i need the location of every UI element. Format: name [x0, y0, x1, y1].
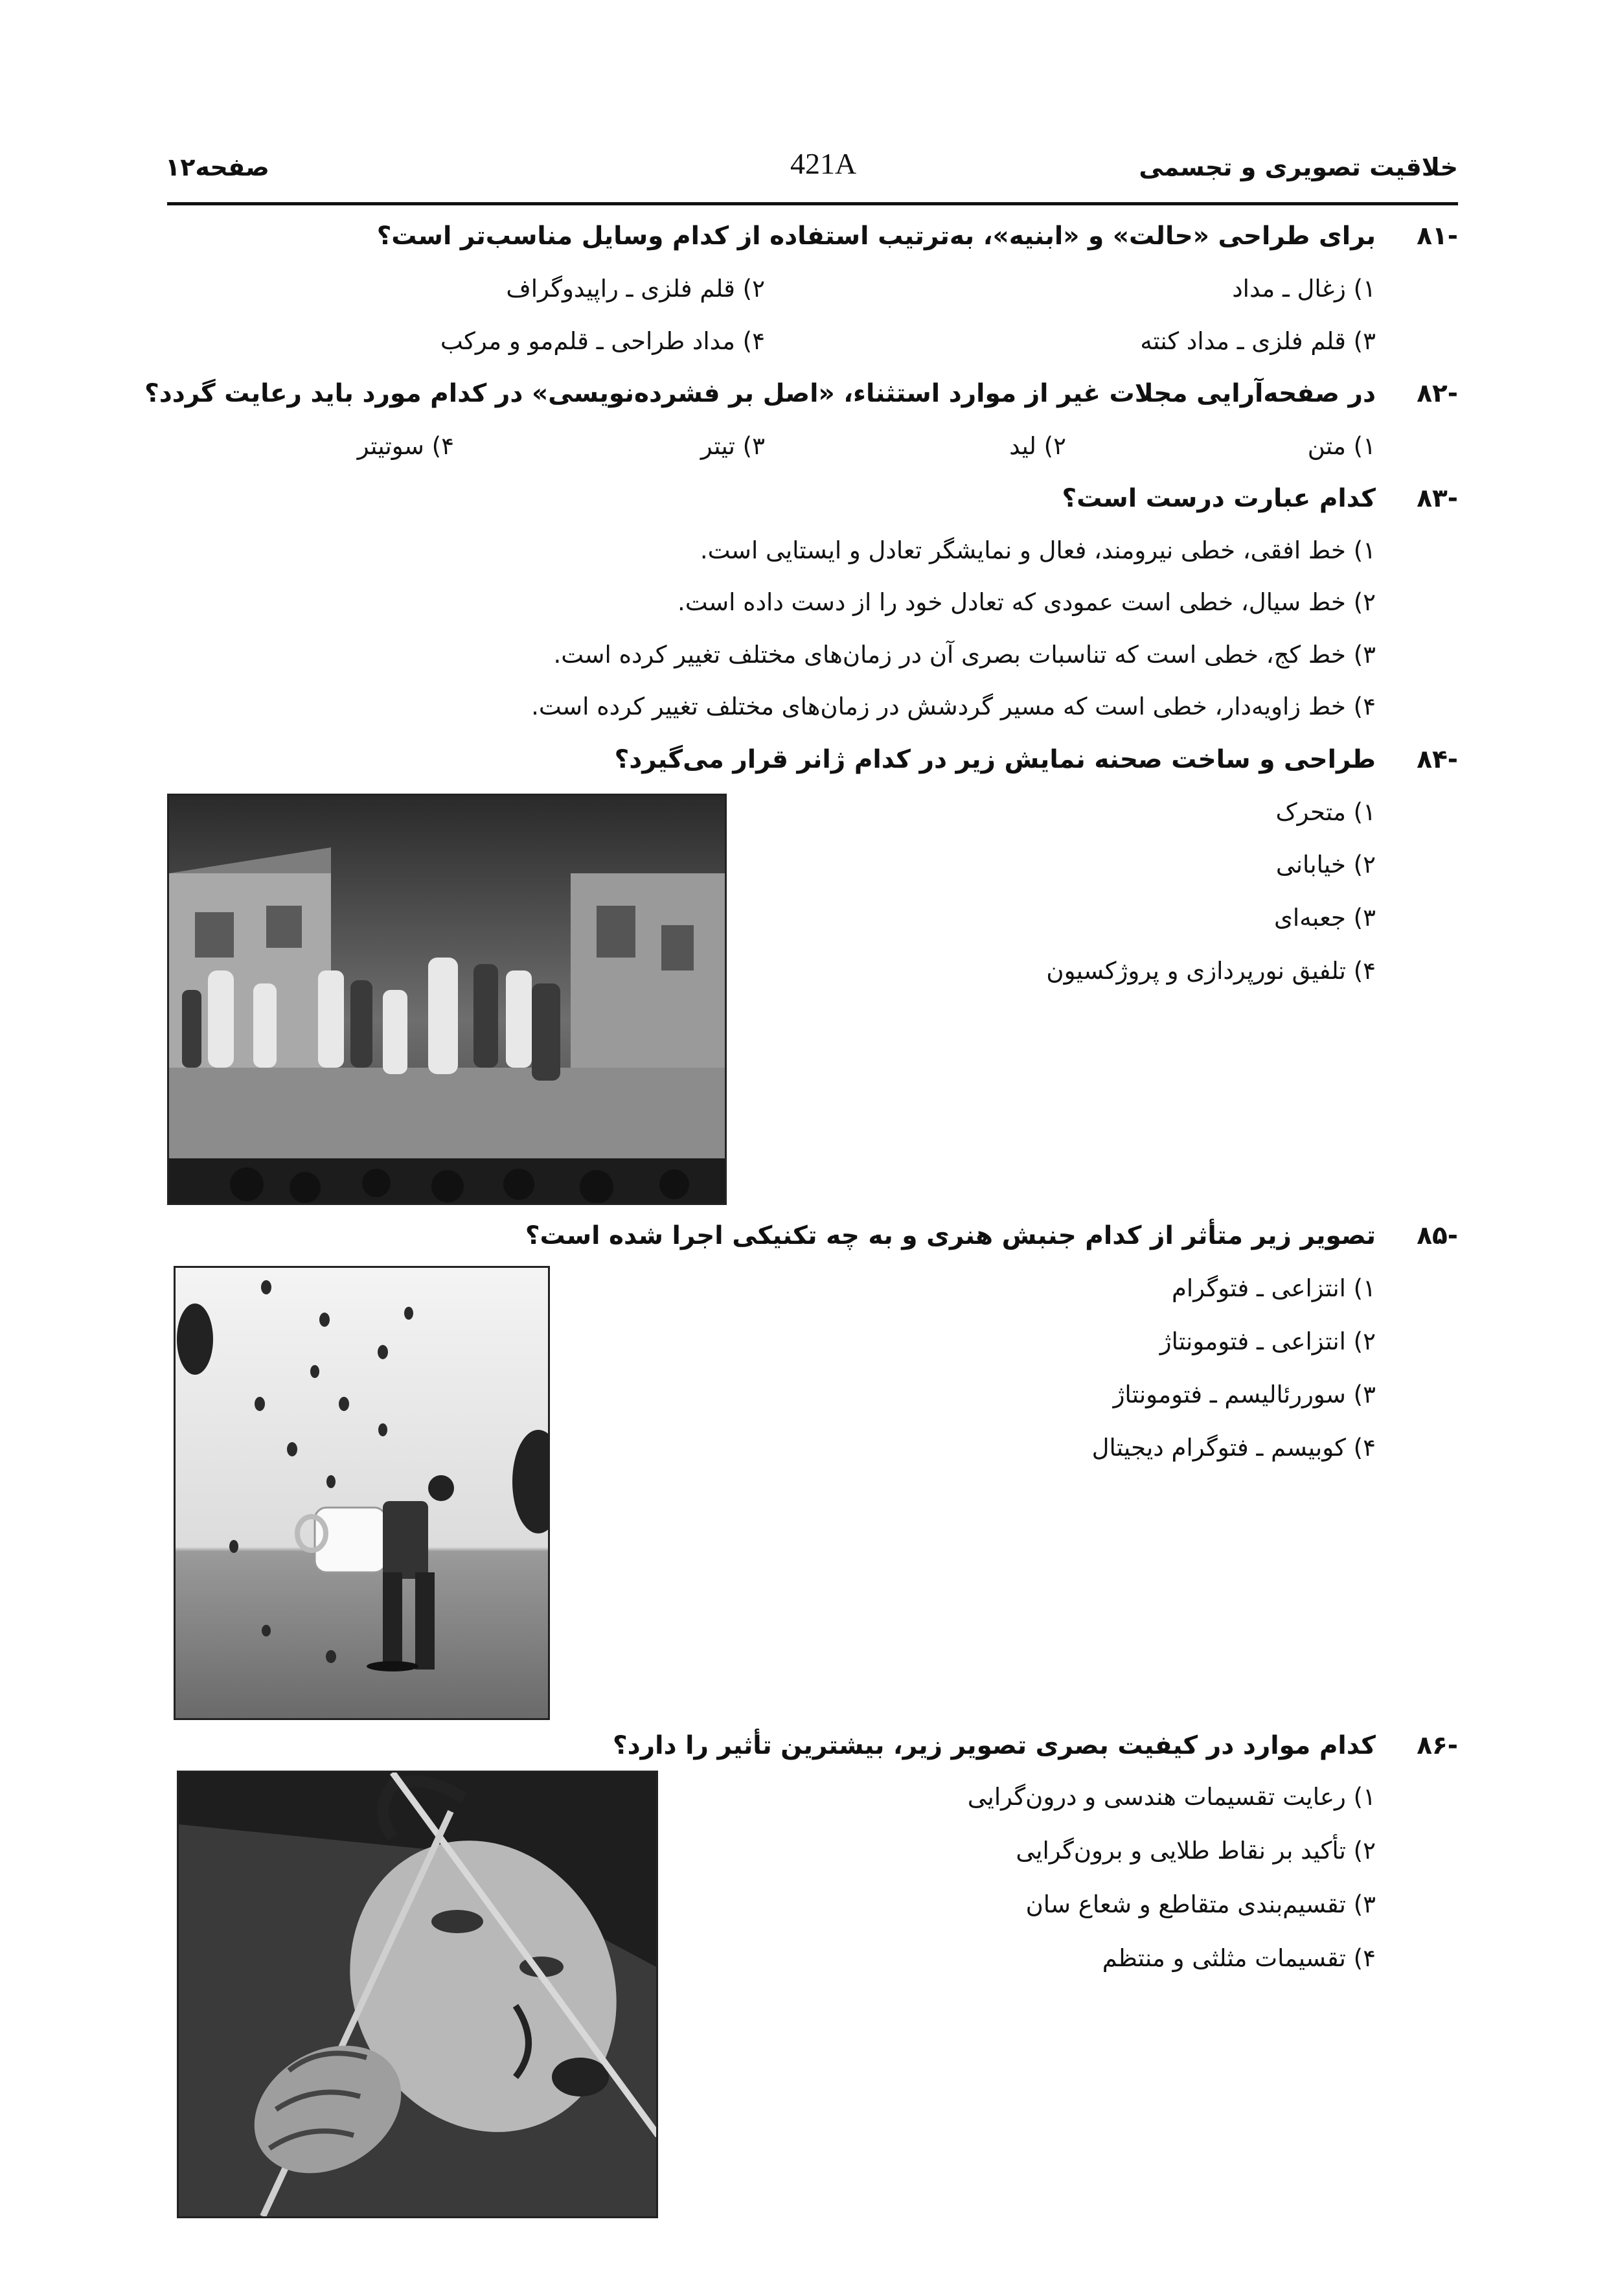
question-83-option-3[interactable]: ۳) خط کج، خطی است که تناسبات بصری آن در زمان‌های مختلف تغییر کرده است. — [553, 641, 1376, 669]
question-86-option-3[interactable]: ۳) تقسیم‌بندی متقاطع و شعاع سان — [1025, 1890, 1376, 1918]
question-84-option-1[interactable]: ۱) متحرک — [1275, 798, 1376, 826]
question-83-option-4[interactable]: ۴) خط زاویه‌دار، خطی است که مسیر گردشش در زمان‌های مختلف تغییر کرده است. — [531, 693, 1376, 720]
question-86-number: ۸۶- — [1417, 1731, 1458, 1760]
question-85-option-3[interactable]: ۳) سوررئالیسم ـ فتومونتاژ — [1113, 1381, 1376, 1408]
question-84-option-4[interactable]: ۴) تلفیق نورپردازی و پروژکسیون — [1046, 957, 1376, 985]
theater-stage-photo — [167, 794, 727, 1205]
question-81-number: ۸۱- — [1417, 222, 1458, 251]
header-rule — [167, 202, 1458, 205]
question-85-option-1[interactable]: ۱) انتزاعی ـ فتوگرام — [1172, 1274, 1376, 1302]
question-81-text: برای طراحی «حالت» و «ابنیه»، به‌ترتیب استفاده از کدام وسایل مناسب‌تر است؟ — [376, 222, 1376, 251]
question-86-text: کدام موارد در کیفیت بصری تصویر زیر، بیشترین تأثیر را دارد؟ — [613, 1731, 1376, 1760]
question-82-option-3[interactable]: ۳) تیتر — [700, 432, 765, 460]
question-85-text: تصویر زیر متأثر از کدام جنبش هنری و به چه تکنیکی اجرا شده است؟ — [525, 1221, 1376, 1250]
question-85-option-4[interactable]: ۴) کوبیسم ـ فتوگرام دیجیتال — [1091, 1434, 1376, 1462]
question-84-text: طراحی و ساخت صحنه نمایش زیر در کدام ژانر قرار می‌گیرد؟ — [614, 745, 1376, 774]
question-81-option-2[interactable]: ۲) قلم فلزی ـ راپیدوگراف — [506, 275, 765, 303]
question-86-option-4[interactable]: ۴) تقسیمات مثلثی و منتظم — [1102, 1944, 1376, 1972]
question-86-option-1[interactable]: ۱) رعایت تقسیمات هندسی و درون‌گرایی — [967, 1783, 1376, 1811]
question-84-number: ۸۴- — [1417, 745, 1458, 774]
question-86-option-2[interactable]: ۲) تأکید بر نقاط طلایی و برون‌گرایی — [1016, 1837, 1376, 1865]
header-code: 421A — [790, 147, 857, 180]
question-85-option-2[interactable]: ۲) انتزاعی ـ فتومونتاژ — [1159, 1327, 1376, 1355]
question-81-option-4[interactable]: ۴) مداد طراحی ـ قلم‌مو و مرکب — [440, 327, 765, 355]
question-83-option-2[interactable]: ۲) خط سیال، خطی است عمودی که تعادل خود را از دست داده است. — [678, 588, 1376, 616]
header-page-number: صفحه۱۲ — [165, 153, 269, 181]
question-83-text: کدام عبارت درست است؟ — [1062, 484, 1376, 513]
surreal-coffee-cup-photo — [174, 1266, 550, 1720]
engraving-face-illustration — [177, 1771, 658, 2218]
question-82-option-2[interactable]: ۲) لید — [1009, 432, 1066, 460]
question-84-option-3[interactable]: ۳) جعبه‌ای — [1273, 904, 1376, 932]
question-81-option-1[interactable]: ۱) زغال ـ مداد — [1232, 275, 1376, 303]
header-subject: خلاقیت تصویری و تجسمی — [1139, 153, 1458, 181]
question-82-option-4[interactable]: ۴) سوتیتر — [357, 432, 454, 460]
question-82-text: در صفحه‌آرایی مجلات غیر از موارد استثناء، «اصل بر فشرده‌نویسی» در کدام مورد باید رعایت گردد؟ — [144, 379, 1376, 408]
question-82-number: ۸۲- — [1417, 379, 1458, 408]
question-84-option-2[interactable]: ۲) خیابانی — [1275, 851, 1376, 878]
question-83-number: ۸۳- — [1417, 484, 1458, 513]
question-83-option-1[interactable]: ۱) خط افقی، خطی نیرومند، فعال و نمایشگر تعادل و ایستایی است. — [700, 536, 1376, 564]
question-85-number: ۸۵- — [1417, 1221, 1458, 1250]
question-81-option-3[interactable]: ۳) قلم فلزی ـ مداد کنته — [1140, 327, 1376, 355]
question-82-option-1[interactable]: ۱) متن — [1307, 432, 1376, 460]
